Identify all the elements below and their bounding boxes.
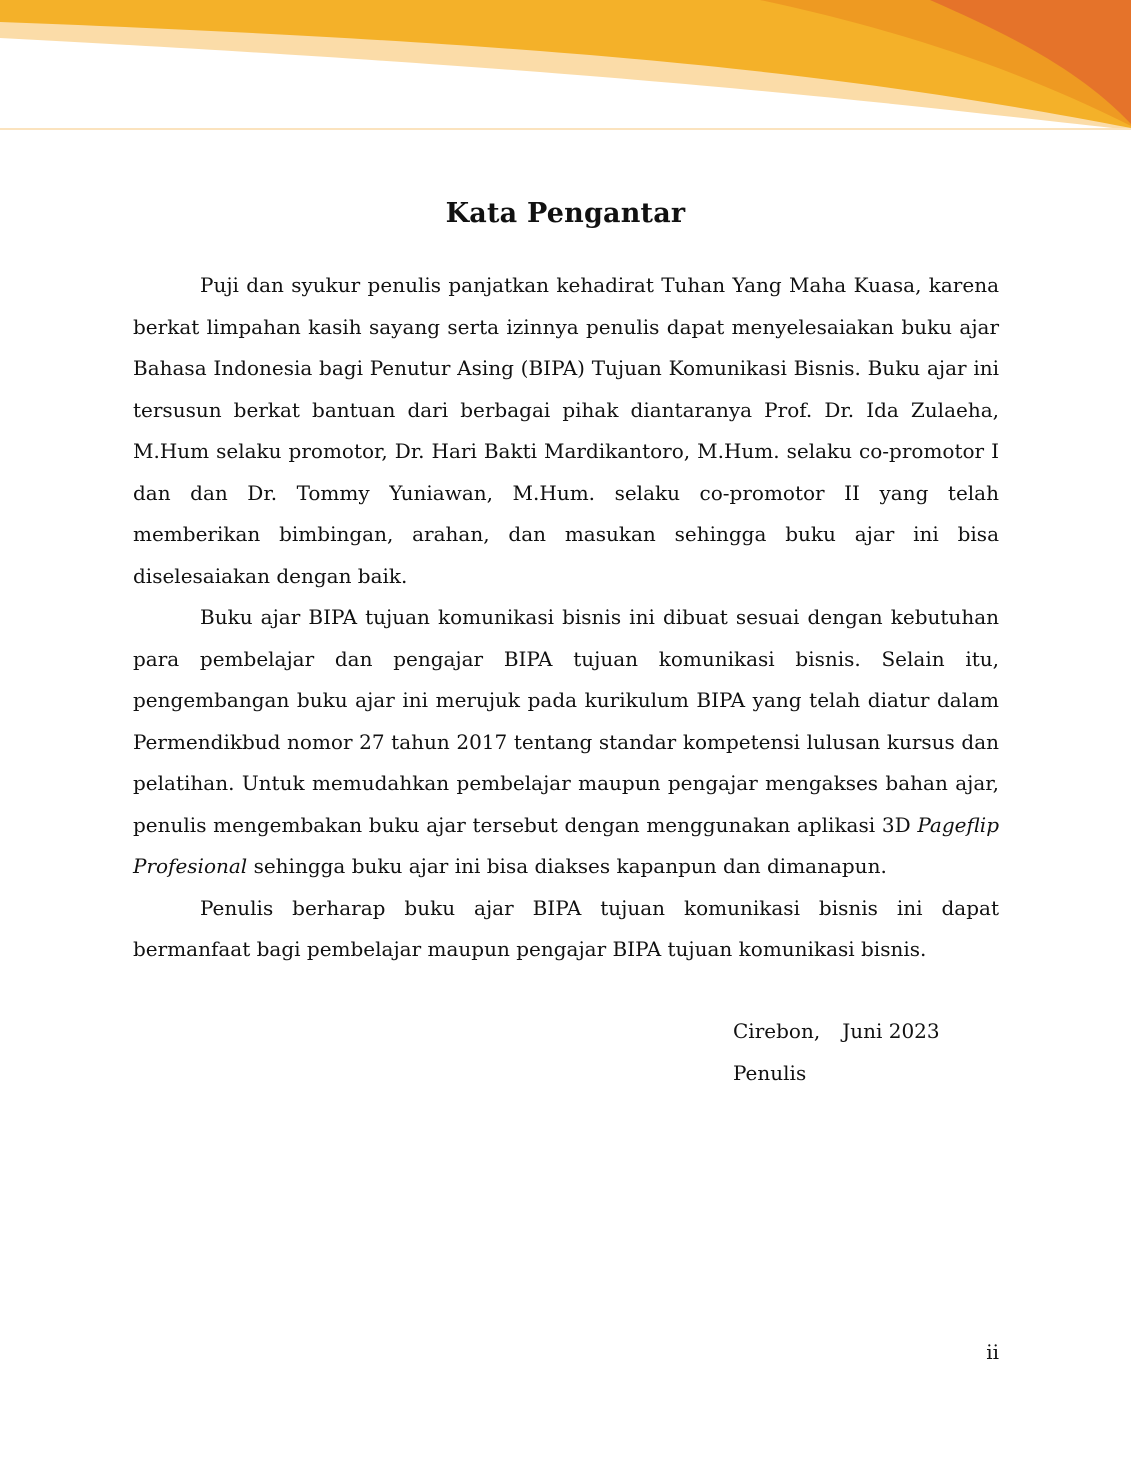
body-text [133, 265, 999, 971]
paragraph-1: Puji dan syukur penulis panjatkan kehadirat Tuhan Yang Maha Kuasa, karena berkat limpahan kasih sayang serta izinnya penulis dapat menyelesaiakan buku ajar Bahasa Indonesia bagi Penutur Asing (BIPA) Tujuan Komunikasi Bisnis. Buku ajar ini tersusun berkat bantuan dari berbagai pihak diantaranya Prof. Dr. Ida Zulaeha, M.Hum selaku promotor, Dr. Hari Bakti Mardikantoro, M.Hum. selaku co-promotor I dan dan Dr. Tommy Yuniawan, M.Hum. selaku co-promotor II yang telah memberikan bimbingan, arahan, dan masukan sehingga buku ajar ini bisa diselesaiakan dengan baik. [133, 273, 999, 588]
paragraph-3: Penulis berharap buku ajar BIPA tujuan komunikasi bisnis ini dapat bermanfaat bagi pembelajar maupun pengajar BIPA tujuan komunikasi bisnis. [133, 895, 999, 961]
paragraph-2 [133, 597, 999, 888]
signature-date: Juni 2023 [842, 1019, 940, 1043]
paragraph-2-text-after: sehingga buku ajar ini bisa diakses kapanpun dan dimanapun. [253, 854, 887, 878]
page-title: Kata Pengantar [445, 198, 686, 229]
page-number: ii [986, 1340, 999, 1364]
signature-block [733, 1011, 940, 1094]
paragraph-2-italic-term: Pageflip Profesional [133, 812, 1000, 878]
signature-place-date [733, 1011, 940, 1053]
signature-author: Penulis [733, 1060, 807, 1085]
paragraph-2-text-before: Buku ajar BIPA tujuan komunikasi bisnis ini dibuat sesuai dengan kebutuhan para pembelajar dan pengajar BIPA tujuan komunikasi bisnis. Selain itu, pengembangan buku ajar ini merujuk pada kurikulum BIPA yang telah diatur dalam Permendikbud nomor 27 tahun 2017 tentang standar kompetensi lulusan kursus dan pelatihan. Untuk memudahkan pembelajar maupun pengajar mengakses bahan ajar, penulis mengembakan buku ajar tersebut dengan menggunakan aplikasi 3D [133, 605, 999, 837]
header-wave-decoration [0, 0, 1131, 135]
signature-place: Cirebon, [733, 1019, 821, 1043]
